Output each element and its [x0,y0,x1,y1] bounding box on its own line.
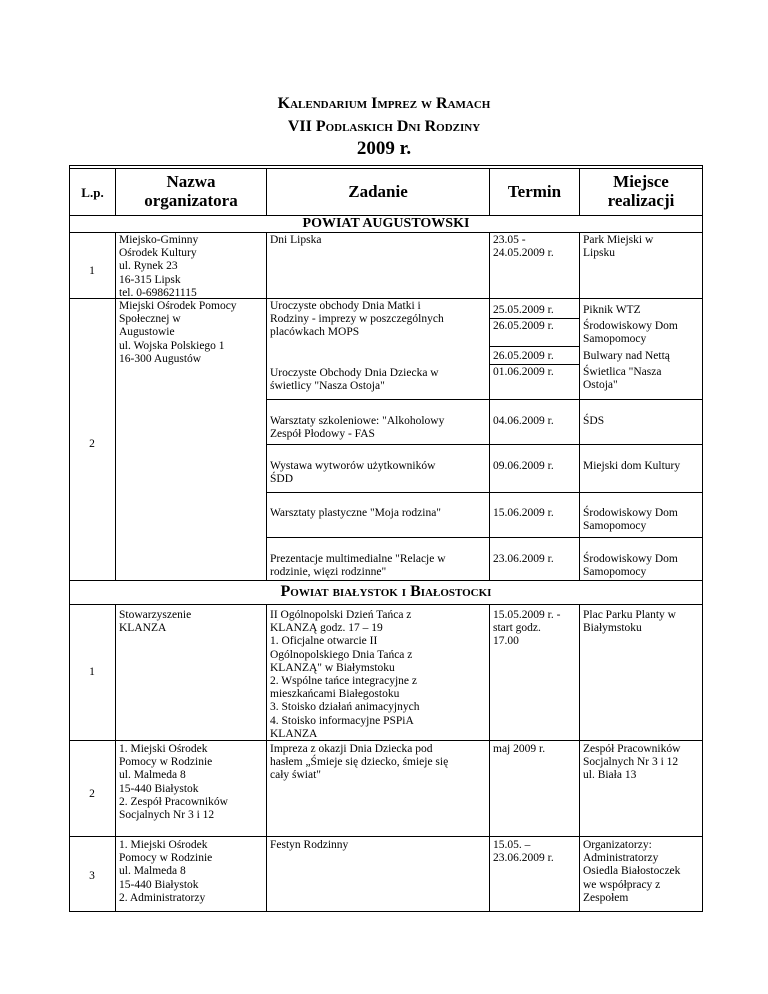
date-cell: 23.05 - 24.05.2009 r. [493,234,554,260]
header-lp: L.p. [81,185,104,200]
place-cell: ŚDS [583,415,605,427]
date-cell: 23.06.2009 r. [493,553,554,565]
place-cell: Zespół Pracowników Socjalnych Nr 3 i 12 ul. Biała 13 [583,743,681,782]
organizer-cell: Miejsko-Gminny Ośrodek Kultury ul. Rynek 23 16-315 Lipsk tel. 0-698621115 [119,234,199,299]
place-cell: Środowiskowy Dom Samopomocy [583,320,678,346]
date-cell: 25.05.2009 r. [493,304,554,316]
place-cell: Środowiskowy Dom Samopomocy [583,553,678,579]
date-cell: 15.06.2009 r. [493,507,554,519]
row-number: 3 [89,870,95,882]
row-number: 2 [89,788,95,800]
date-cell: 15.05. – 23.06.2009 r. [493,839,554,865]
place-cell: Środowiskowy Dom Samopomocy [583,507,678,533]
organizer-cell: 1. Miejski Ośrodek Pomocy w Rodzinie ul. Malmeda 8 15-440 Białystok 2. Zespół Pracowników Socjalnych Nr 3 i 12 [119,743,228,822]
date-cell: 04.06.2009 r. [493,415,554,427]
date-cell: 26.05.2009 r. [493,350,554,362]
task-cell: Impreza z okazji Dnia Dziecka pod hasłem „Śmieje się dziecko, śmieje się cały świat" [270,743,449,782]
organizer-cell: 1. Miejski Ośrodek Pomocy w Rodzinie ul. Malmeda 8 15-440 Białystok 2. Administratorzy [119,839,213,904]
place-cell: Plac Parku Planty w Białymstoku [583,609,676,635]
date-cell: maj 2009 r. [493,743,546,755]
task-cell: Uroczyste Obchody Dnia Dziecka w świetlicy "Nasza Ostoja" [270,367,439,393]
document-title-line3: 2009 r. [356,138,412,159]
date-cell: 09.06.2009 r. [493,460,554,472]
place-cell: Świetlica "Nasza Ostoja" [583,366,662,392]
task-cell: Uroczyste obchody Dnia Matki i Rodziny - imprezy w poszczególnych placówkach MOPS [270,300,444,339]
task-cell: Dni Lipska [270,234,322,246]
task-cell: Prezentacje multimedialne "Relacje w rodzinie, więzi rodzinne" [270,553,446,579]
section-title-bialostocki: Powiat białystok i Białostocki [280,583,492,600]
document-title-line1: Kalendarium Imprez w Ramach [277,95,491,112]
date-cell: 26.05.2009 r. [493,320,554,332]
date-cell: 01.06.2009 r. [493,366,554,378]
place-cell: Miejski dom Kultury [583,460,681,472]
task-cell: II Ogólnopolski Dzień Tańca z KLANZĄ godz. 17 – 19 1. Oficjalne otwarcie II Ogólnopolskiego Dnia Tańca z KLANZĄ" w Białymstoku 2. Wspólne tańce integracyjne z mieszkańcami Białegostoku 3. Stoisko działań animacyjnych 4. Stoisko informacyjne PSPiA KLANZA [270,609,420,740]
task-cell: Warsztaty plastyczne "Moja rodzina" [270,507,441,519]
organizer-cell: Stowarzyszenie KLANZA [119,609,192,635]
header-date: Termin [507,182,562,201]
place-cell: Piknik WTZ [583,304,641,316]
organizer-cell: Miejski Ośrodek Pomocy Społecznej w Augustowie ul. Wojska Polskiego 1 16-300 Augustów [119,300,237,365]
header-organizer: Nazwa organizatora [144,172,238,210]
place-cell: Park Miejski w Lipsku [583,234,654,260]
header-place: Miejsce realizacji [607,172,675,210]
row-number: 2 [89,438,95,450]
header-task: Zadanie [348,182,408,201]
row-number: 1 [89,666,95,678]
task-cell: Wystawa wytworów użytkowników ŚDD [270,460,436,486]
date-cell: 15.05.2009 r. - start godz. 17.00 [493,609,561,648]
row-number: 1 [89,265,95,277]
place-cell: Organizatorzy: Administratorzy Osiedla Białostoczek we współpracy z Zespołem [583,839,681,904]
task-cell: Warsztaty szkoleniowe: "Alkoholowy Zespół Płodowy - FAS [270,415,445,441]
task-cell: Festyn Rodzinny [270,839,349,851]
section-title-augustowski: POWIAT AUGUSTOWSKI [302,216,470,231]
place-cell: Bulwary nad Nettą [583,350,670,362]
document-title-line2: VII Podlaskich Dni Rodziny [287,118,481,135]
